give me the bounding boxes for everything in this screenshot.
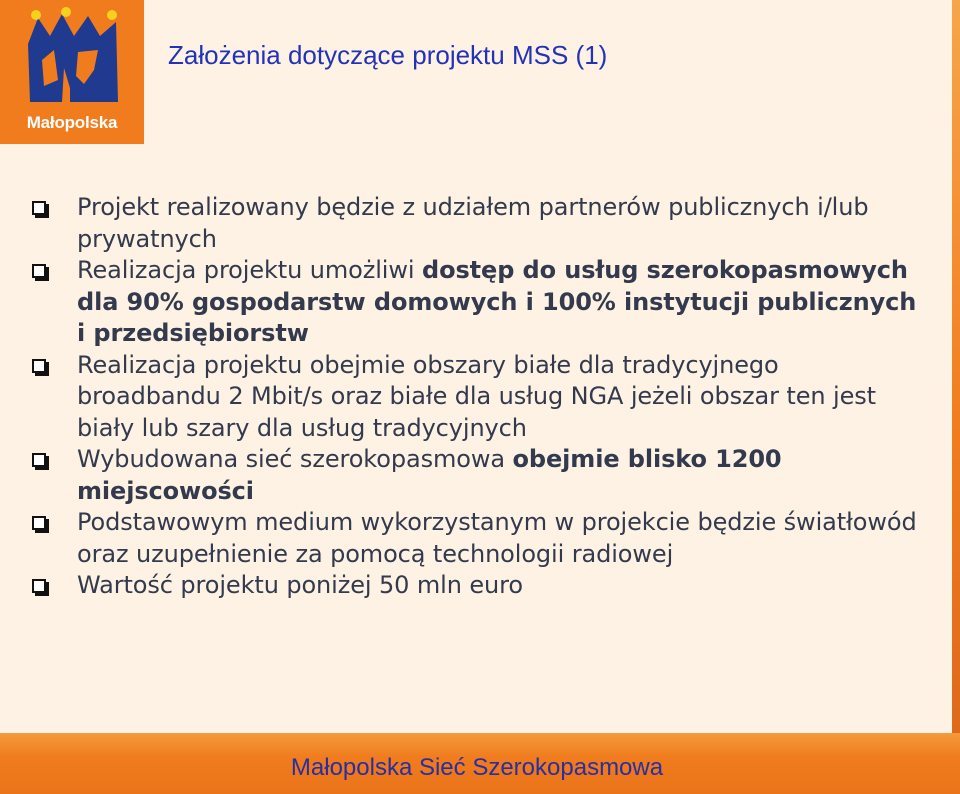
bullet-item [30, 444, 920, 507]
slide-title: Założenia dotyczące projektu MSS (1) [168, 40, 608, 70]
checkbox-bullet-icon [32, 453, 46, 467]
checkbox-bullet-icon [32, 201, 46, 215]
right-decorative-stripe [952, 0, 960, 794]
bullet-text: Wartość projektu poniżej 50 mln euro [77, 571, 523, 599]
bullet-item [30, 570, 920, 602]
malopolska-logo [0, 0, 144, 144]
bullet-text: Realizacja projektu obejmie obszary białe dla tradycyjnego broadbandu 2 Mbit/s oraz białe dla usług NGA jeżeli obszar ten jest biały lub szary dla usług tradycyjnych [77, 350, 876, 442]
checkbox-bullet-icon [32, 516, 46, 530]
bullet-text: Projekt realizowany będzie z udziałem partnerów publicznych i/lub prywatnych [77, 193, 869, 253]
bullet-text: Podstawowym medium wykorzystanym w projekcie będzie światłowód oraz uzupełnienie za pomocą technologii radiowej [77, 508, 917, 568]
bullet-text: Wybudowana sieć szerokopasmowa [77, 445, 513, 473]
bullet-text: Realizacja projektu umożliwi [77, 256, 422, 284]
bullet-item [30, 192, 920, 255]
bullet-list [30, 192, 920, 602]
checkbox-bullet-icon [32, 579, 46, 593]
checkbox-bullet-icon [32, 264, 46, 278]
footer-text [0, 754, 960, 782]
bullet-item [30, 350, 920, 445]
logo-text: Małopolska [26, 113, 118, 132]
bullet-item [30, 507, 920, 570]
footer-label: Małopolska Sieć Szerokopasmowa [290, 754, 664, 781]
bullet-item [30, 255, 920, 350]
checkbox-bullet-icon [32, 359, 46, 373]
bullet-text-bold: dostęp do usług szerokopasmowych dla 90% gospodarstw domowych i 100% instytucji publicznych i przedsiębiorstw [77, 256, 917, 347]
crown-logo-icon [14, 6, 134, 114]
bullet-text-bold: obejmie blisko 1200 miejscowości [77, 445, 782, 505]
